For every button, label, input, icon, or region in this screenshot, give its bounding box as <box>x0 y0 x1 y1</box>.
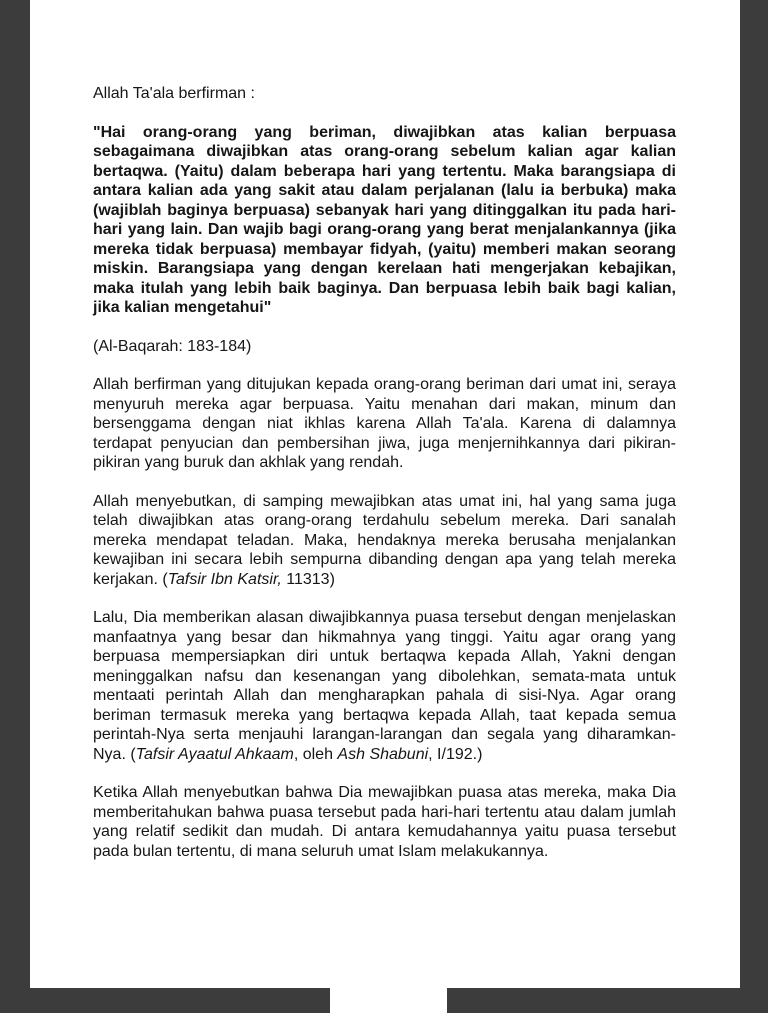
paragraph <box>93 375 676 473</box>
viewer-background-right-bar <box>740 0 768 988</box>
viewer-background-bottom-left-bar <box>0 988 330 1013</box>
citation-title: Ash Shabuni <box>337 745 429 763</box>
paragraph <box>93 492 676 590</box>
verse-reference: (Al-Baqarah: 183-184) <box>93 337 252 355</box>
paragraph-text: Lalu, Dia memberikan alasan diwajibkannya puasa tersebut dengan menjelaskan manfaatnya yang besar dan hikmahnya yang tinggi. Yaitu agar orang yang berpuasa mempersiapkan diri untuk bertaqwa kepada Allah, Yakni dengan meninggalkan nafsu dan kesenangan yang dibolehkan, semata-mata untuk mentaati perintah Allah dan mengharapkan pahala di sisi-Nya. Agar orang beriman termasuk mereka yang bertaqwa kepada Allah, taat kepada semua perintah-Nya serta menjauhi larangan-larangan dan segala yang diharamkan-Nya. ( <box>93 609 676 763</box>
quran-quote-paragraph: "Hai orang-orang yang beriman, diwajibkan atas kalian berpuasa sebagaimana diwajibkan atas orang-orang sebelum kalian agar kalian bertaqwa. (Yaitu) dalam beberapa hari yang tertentu. Maka barangsiapa di antara kalian ada yang sakit atau dalam perjalanan (lalu ia berbuka) maka (wajiblah baginya berpuasa) sebanyak hari yang ditinggalkan itu pada hari-hari yang lain. Dan wajib bagi orang-orang yang berat menjalankannya (jika mereka tidak berpuasa) membayar fidyah, (yaitu) memberi makan seorang miskin. Barangsiapa yang dengan kerelaan hati mengerjakan kebajikan, maka itulah yang lebih baik baginya. Dan berpuasa lebih baik bagi kalian, jika kalian mengetahui" <box>93 123 676 316</box>
paragraph-text: , I/192.) <box>428 745 483 763</box>
citation-title: Tafsir Ibn Katsir, <box>167 570 282 588</box>
document-page <box>30 0 740 988</box>
paragraph <box>93 783 676 861</box>
paragraph-text: Allah berfirman yang ditujukan kepada orang-orang beriman dari umat ini, seraya menyuruh mereka agar berpuasa. Yaitu menahan dari makan, minum dan bersenggama dengan niat ikhlas karena Allah Ta'ala. Karena di dalamnya terdapat penyucian dan pembersihan jiwa, juga menjernihkannya dari pikiran-pikiran yang buruk dan akhlak yang rendah. <box>93 376 676 471</box>
citation-title: Tafsir Ayaatul Ahkaam <box>135 745 294 763</box>
viewer-background-bottom-right-bar <box>447 988 768 1013</box>
paragraph-text: 11313) <box>281 570 335 588</box>
paragraph-text: Ketika Allah menyebutkan bahwa Dia mewajibkan puasa atas mereka, maka Dia memberitahukan bahwa puasa tersebut pada hari-hari tertentu atau dalam jumlah yang relatif sedikit dan mudah. Di antara kemudahannya yaitu puasa tersebut pada bulan tertentu, di mana seluruh umat Islam melakukannya. <box>93 784 676 860</box>
viewer-background-left-bar <box>0 0 30 988</box>
intro-line: Allah Ta'ala berfirman : <box>93 85 255 102</box>
paragraph <box>93 608 676 764</box>
paragraph-text: , oleh <box>293 745 338 763</box>
paragraph-text: Allah menyebutkan, di samping mewajibkan atas umat ini, hal yang sama juga telah diwajibkan atas orang-orang terdahulu sebelum mereka. Dari sanalah mereka mendapat teladan. Maka, hendaknya mereka berusaha menjalankan kewajiban ini secara lebih sempurna dibanding dengan apa yang telah mereka kerjakan. ( <box>93 492 676 588</box>
page-text-column <box>93 84 676 880</box>
body-paragraphs <box>93 375 676 861</box>
